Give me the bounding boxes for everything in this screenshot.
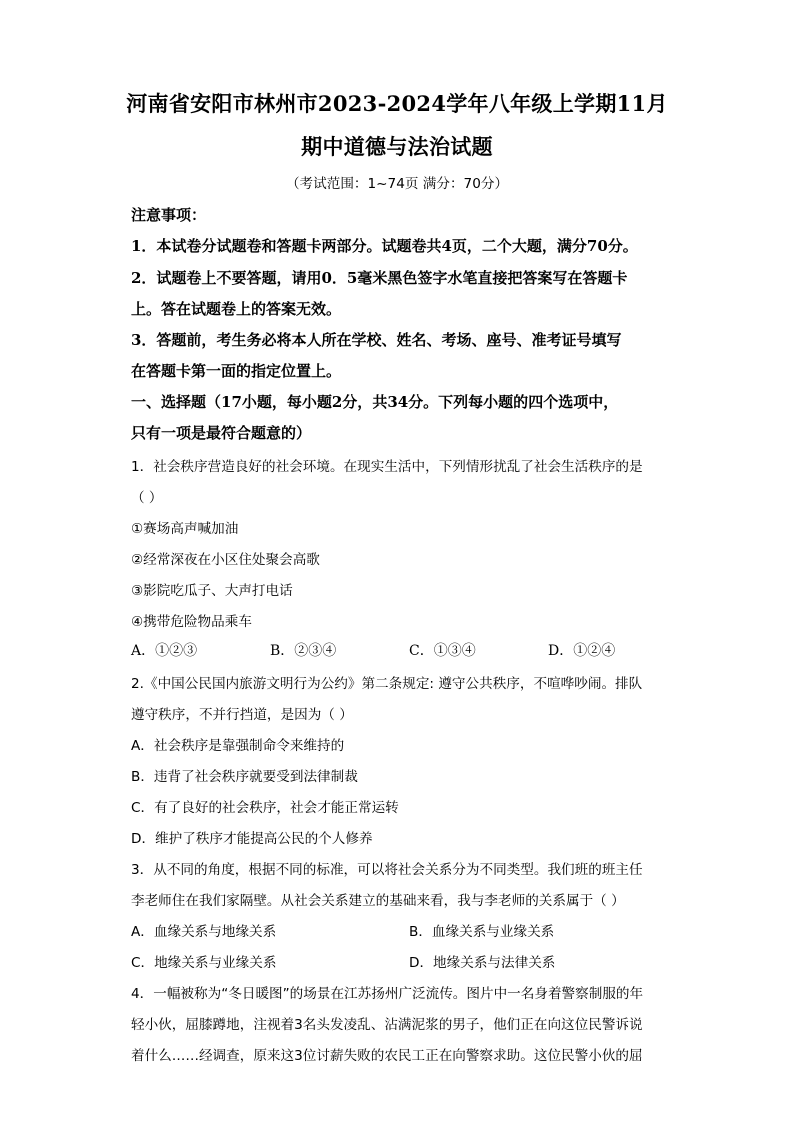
q3-option-c: C．地缘关系与业缘关系 [131,955,277,971]
notice-item-2: 2．试题卷上不要答题，请用0．5毫米黑色签字水笔直接把答案写在答题卡 [131,269,628,287]
q2-option-d: D．维护了秩序才能提高公民的个人修养 [131,831,373,847]
q2-option-c: C．有了良好的社会秩序，社会才能正常运转 [131,800,399,816]
notice-item-1: 1．本试卷分试题卷和答题卡两部分。试题卷共4页，二个大题，满分70分。 [131,237,638,255]
q1-item-4: ④携带危险物品乘车 [131,614,252,630]
exam-title-line1: 河南省安阳市林州市2023-2024学年八年级上学期11月 [126,91,668,116]
notice-item-3-cont: 在答题卡第一面的指定位置上。 [131,362,342,380]
q1-item-3: ③影院吃瓜子、大声打电话 [131,583,293,599]
q3-option-a: A．血缘关系与地缘关系 [131,924,277,940]
q3-stem-cont: 李老师住在我们家隔壁。从社会关系建立的基础来看，我与李老师的关系属于（ ） [131,893,625,909]
q2-stem: 2.《中国公民国内旅游文明行为公约》第二条规定: 遵守公共秩序，不喧哗吵闹。排队 [131,676,643,692]
q1-item-2: ②经常深夜在小区住处聚会高歌 [131,552,320,568]
q1-stem: 1．社会秩序营造良好的社会环境。在现实生活中，下列情形扰乱了社会生活秩序的是 [131,459,643,475]
q4-stem-line3: 着什么……经调查，原来这3位讨薪失败的农民工正在向警察求助。这位民警小伙的屈 [131,1048,643,1064]
q3-option-d: D．地缘关系与法律关系 [409,955,556,971]
section1-heading: 一、选择题（17小题，每小题2分，共34分。下列每小题的四个选项中， [131,393,619,411]
notice-item-3: 3．答题前，考生务必将本人所在学校、姓名、考场、座号、准考证号填写 [131,331,622,349]
exam-subtitle: （考试范围：1~74页 满分：70分） [285,176,509,192]
q1-option-b: B．②③④ [270,643,337,659]
q3-option-b: B．血缘关系与业缘关系 [409,924,555,940]
q4-stem-line1: 4．一幅被称为“冬日暖图”的场景在江苏扬州广泛流传。图片中一名身着警察制服的年 [131,986,644,1002]
section1-heading-cont: 只有一项是最符合题意的） [131,424,312,442]
q2-stem-cont: 遵守秩序，不并行挡道，是因为（ ） [131,707,353,723]
q3-stem: 3．从不同的角度，根据不同的标准，可以将社会关系分为不同类型。我们班的班主任 [131,862,643,878]
notice-heading: 注意事项： [131,206,207,224]
q1-item-1: ①赛场高声喊加油 [131,521,239,537]
q2-option-b: B．违背了社会秩序就要受到法律制裁 [131,769,358,785]
notice-item-2-cont: 上。答在试题卷上的答案无效。 [131,300,342,318]
q1-stem-cont: （ ） [131,490,163,506]
q2-option-a: A．社会秩序是靠强制命令来维持的 [131,738,345,754]
q4-stem-line2: 轻小伙，屈膝蹲地，注视着3名头发凌乱、沾满泥浆的男子，他们正在向这位民警诉说 [131,1017,643,1033]
exam-title-line2: 期中道德与法治试题 [301,134,493,159]
q1-option-d: D．①②④ [548,643,616,659]
q1-option-c: C．①③④ [409,643,476,659]
q1-option-a: A．①②③ [131,643,198,659]
